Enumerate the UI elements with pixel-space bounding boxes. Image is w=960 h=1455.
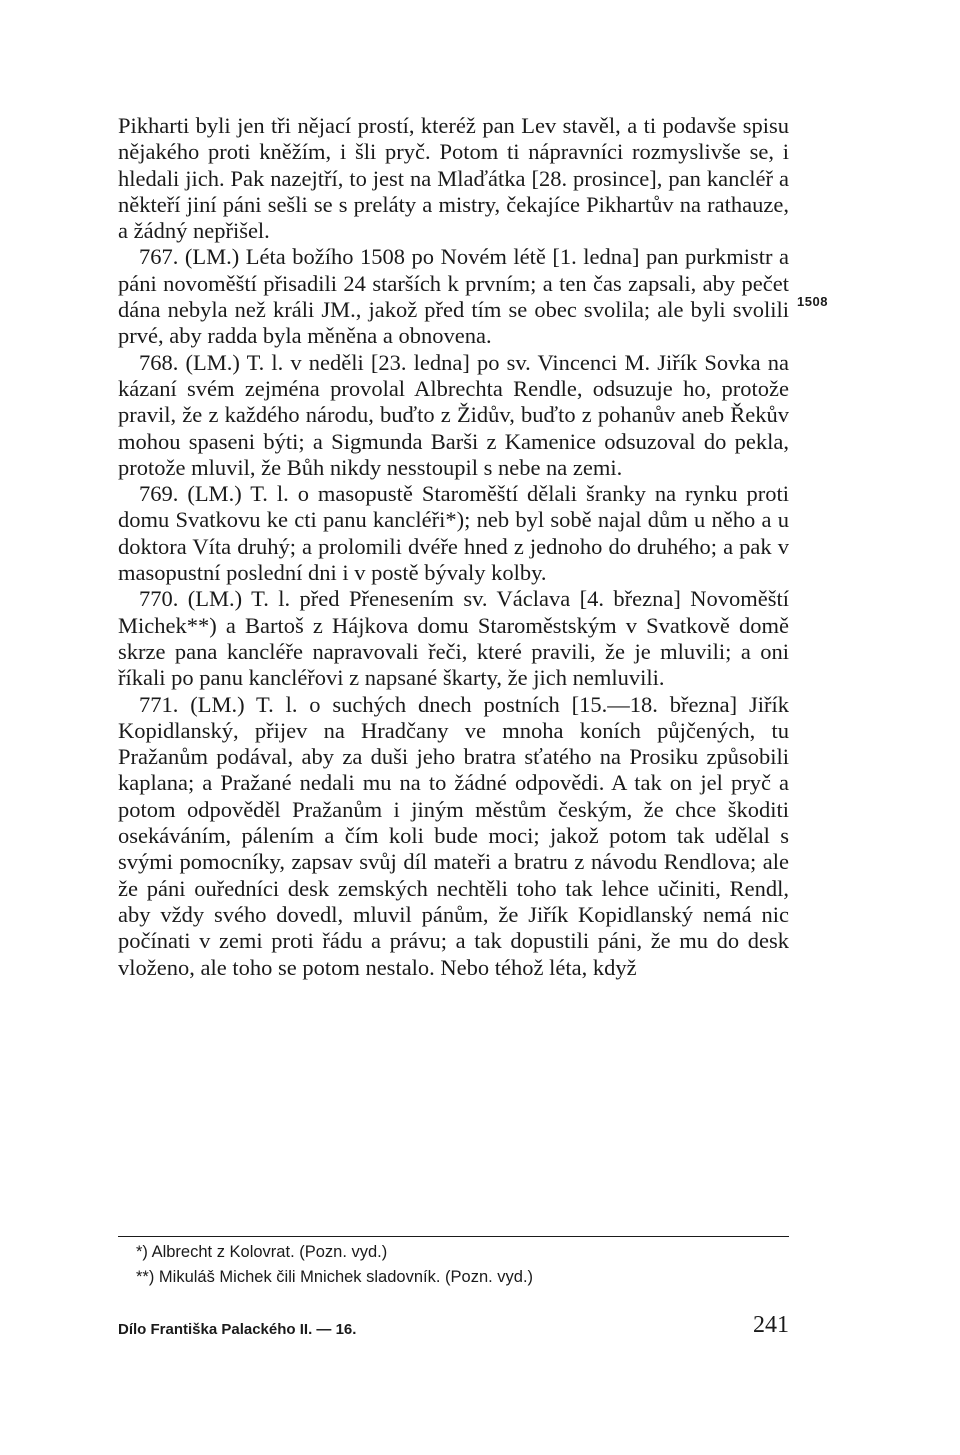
paragraph-767: 767. (LM.) Léta božího 1508 po Novém létě [1. ledna] pan purkmistr a páni novoměští přisadili 24 starších k prvním; a ten čas zapsali, aby pečet dána nebyla než králi JM., jakož před tím se obec svolila; ale byli svolili prvé, aby radda byla měněna a obnovena. <box>118 244 789 349</box>
footer-source: Dílo Františka Palackého II. — 16. <box>118 1321 357 1338</box>
paragraph-771: 771. (LM.) T. l. o suchých dnech postních [15.—18. března] Jiřík Kopidlanský, přijev na Hradčany ve mnoha koních půjčených, tu Pražanům podával, aby za duši jeho bratra sťatého na Prosiku způsobili kaplana; a Pražané nedali mu na to žádné odpovědi. A tak on jel pryč a potom odpověděl Pražanům i jiným městům českým, že chce škoditi osekáváním, pálením a čím koli bude moci; jakož potom tak udělal s svými pomocníky, zapsav svůj díl mateři a bratru z návodu Rendlova; ale že páni ouředníci desk zemských nechtěli toho tak lehce učiniti, Rendl, aby vždy svého dovedl, mluvil pánům, že Jiřík Kopidlanský nemá nic počínati v zemi proti řádu a právu; a tak dopustili páni, že mu do desk vloženo, ale toho se potom nestalo. Nebo téhož léta, když <box>118 691 789 980</box>
paragraph-768: 768. (LM.) T. l. v neděli [23. ledna] po sv. Vincenci M. Jiřík Sovka na kázaní svém zejména provolal Albrechta Rendle, odsuzuje ho, protože pravil, že z každého národu, buďto z Židův, buďto z pohanův aneb Řekův mohou spaseni býti; a Sigmunda Barši z Kamenice odsuzoval do pekla, protože mluvil, že Bůh nikdy nesstoupil s nebe na zemi. <box>118 349 789 480</box>
paragraph-continuation: Pikharti byli jen tři nějací prostí, kteréž pan Lev stavěl, a ti podavše spisu nějakého proti kněžím, i šli pryč. Potom ti nápravníci rozmyslivše se, i hledali jich. Pak nazejtří, to jest na Mlaďátka [28. prosince], pan kancléř a někteří jiní páni sešli se s preláty a mistry, čekajíce Pikhartův na rathauze, a žádný nepřišel. <box>118 113 789 244</box>
footnote-2: **) Mikuláš Michek čili Mnichek sladovník. (Pozn. vyd.) <box>136 1268 534 1286</box>
footnote-1: *) Albrecht z Kolovrat. (Pozn. vyd.) <box>136 1243 388 1261</box>
paragraph-770: 770. (LM.) T. l. před Přenesením sv. Václava [4. března] Novoměští Michek**) a Bartoš z Hájkova domu Staroměstským v Svatkově domě skrze pana kancléře napravovali řeči, které pravili, že je mluvili; a oni říkali po panu kancléřovi z napsané škarty, že jich nemluvili. <box>118 586 789 691</box>
main-text <box>118 113 789 981</box>
page-number: 241 <box>753 1312 789 1338</box>
margin-year-note: 1508 <box>797 294 828 309</box>
footnote-divider <box>118 1236 789 1237</box>
footnotes <box>136 1240 786 1290</box>
paragraph-769: 769. (LM.) T. l. o masopustě Staroměští dělali šranky na rynku proti domu Svatkovu ke cti panu kancléři*); neb byl sobě najal dům u něho a u doktora Víta druhý; a prolomili dvéře hned z jednoho do druhého; a pak v masopustní poslední dni i v postě bývaly kolby. <box>118 481 789 586</box>
